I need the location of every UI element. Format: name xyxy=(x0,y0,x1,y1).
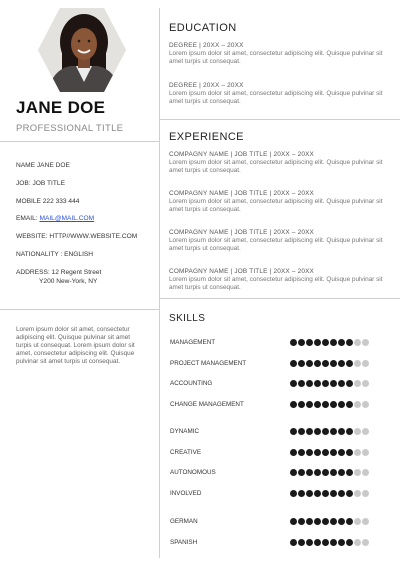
rating-dot-filled xyxy=(298,380,305,387)
rating-dot-filled xyxy=(314,490,321,497)
rating-dot-empty xyxy=(354,380,361,387)
rating-dot-filled xyxy=(338,449,345,456)
rating-dot-filled xyxy=(306,428,313,435)
rating-dot-filled xyxy=(346,401,353,408)
rating-dot-filled xyxy=(322,380,329,387)
rating-dot-filled xyxy=(306,490,313,497)
rating-dot-filled xyxy=(290,490,297,497)
rating-dot-empty xyxy=(362,449,369,456)
rating-dot-empty xyxy=(362,469,369,476)
rating-dot-filled xyxy=(322,469,329,476)
rating-dot-filled xyxy=(330,469,337,476)
rating-dot-filled xyxy=(314,401,321,408)
skill-label: INVOLVED xyxy=(170,490,202,497)
rating-dot-filled xyxy=(346,449,353,456)
rating-dot-filled xyxy=(298,490,305,497)
rating-dot-filled xyxy=(330,449,337,456)
rating-dot-filled xyxy=(330,339,337,346)
rating-dot-filled xyxy=(298,339,305,346)
rating-dot-filled xyxy=(314,360,321,367)
rating-dot-filled xyxy=(298,428,305,435)
left-divider-bottom xyxy=(0,309,159,310)
rating-dot-filled xyxy=(330,518,337,525)
skill-rating xyxy=(290,518,369,526)
right-divider-2 xyxy=(160,298,400,299)
rating-dot-filled xyxy=(306,360,313,367)
skill-label: CREATIVE xyxy=(170,449,202,456)
rating-dot-filled xyxy=(306,539,313,546)
rating-dot-filled xyxy=(346,518,353,525)
rating-dot-filled xyxy=(290,339,297,346)
profile-photo-image xyxy=(38,8,126,92)
skill-rating xyxy=(290,539,369,547)
contact-mobile: MOBILE 222 333 444 xyxy=(16,198,80,205)
email-label: EMAIL: xyxy=(16,215,40,222)
skill-rating xyxy=(290,360,369,368)
rating-dot-filled xyxy=(298,449,305,456)
rating-dot-filled xyxy=(306,518,313,525)
skill-label: ACCOUNTING xyxy=(170,380,213,387)
rating-dot-filled xyxy=(338,539,345,546)
rating-dot-filled xyxy=(346,339,353,346)
rating-dot-empty xyxy=(354,469,361,476)
rating-dot-empty xyxy=(354,490,361,497)
rating-dot-filled xyxy=(330,539,337,546)
rating-dot-filled xyxy=(322,360,329,367)
education-entry-text: Lorem ipsum dolor sit amet, consectetur adipiscing elit. Quisque pulvinar sit amet turpis ut consequat. xyxy=(169,90,383,105)
rating-dot-filled xyxy=(346,539,353,546)
contact-website: WEBSITE: HTTP//WWW.WEBSITE.COM xyxy=(16,233,138,240)
rating-dot-empty xyxy=(354,360,361,367)
contact-job: JOB: JOB TITLE xyxy=(16,180,65,187)
rating-dot-empty xyxy=(362,490,369,497)
rating-dot-filled xyxy=(330,401,337,408)
rating-dot-filled xyxy=(322,428,329,435)
rating-dot-empty xyxy=(362,401,369,408)
rating-dot-filled xyxy=(322,539,329,546)
rating-dot-filled xyxy=(306,380,313,387)
skill-rating xyxy=(290,401,369,409)
rating-dot-filled xyxy=(330,490,337,497)
rating-dot-filled xyxy=(314,469,321,476)
contact-name: NAME JANE DOE xyxy=(16,162,70,169)
rating-dot-empty xyxy=(362,339,369,346)
rating-dot-empty xyxy=(362,380,369,387)
skill-label: MANAGEMENT xyxy=(170,339,216,346)
rating-dot-filled xyxy=(290,401,297,408)
rating-dot-filled xyxy=(338,401,345,408)
skill-label: AUTONOMOUS xyxy=(170,469,216,476)
rating-dot-filled xyxy=(290,428,297,435)
experience-entry-title: COMPAGNY NAME | JOB TITLE | 20XX – 20XX xyxy=(169,190,315,197)
rating-dot-filled xyxy=(298,539,305,546)
column-divider xyxy=(159,8,160,558)
rating-dot-filled xyxy=(314,518,321,525)
rating-dot-filled xyxy=(298,518,305,525)
rating-dot-filled xyxy=(290,380,297,387)
rating-dot-filled xyxy=(314,428,321,435)
rating-dot-filled xyxy=(298,360,305,367)
skill-rating xyxy=(290,449,369,457)
rating-dot-filled xyxy=(322,339,329,346)
rating-dot-filled xyxy=(346,469,353,476)
rating-dot-empty xyxy=(362,428,369,435)
rating-dot-filled xyxy=(346,490,353,497)
contact-address-line2: Y200 New-York, NY xyxy=(39,278,98,285)
rating-dot-filled xyxy=(298,401,305,408)
rating-dot-filled xyxy=(314,339,321,346)
rating-dot-filled xyxy=(346,428,353,435)
rating-dot-empty xyxy=(362,360,369,367)
rating-dot-filled xyxy=(330,428,337,435)
email-link[interactable]: MAIL@MAIL.COM xyxy=(39,215,95,222)
rating-dot-filled xyxy=(314,380,321,387)
experience-entry-text: Lorem ipsum dolor sit amet, consectetur adipiscing elit. Quisque pulvinar sit amet turpis ut consequat. xyxy=(169,159,383,174)
experience-entry-text: Lorem ipsum dolor sit amet, consectetur adipiscing elit. Quisque pulvinar sit amet turpis ut consequat. xyxy=(169,237,383,252)
rating-dot-filled xyxy=(338,360,345,367)
rating-dot-filled xyxy=(290,518,297,525)
education-entry-title: DEGREE | 20XX – 20XX xyxy=(169,42,244,49)
skills-heading: SKILLS xyxy=(169,313,206,324)
rating-dot-filled xyxy=(346,360,353,367)
rating-dot-filled xyxy=(290,539,297,546)
rating-dot-filled xyxy=(290,360,297,367)
rating-dot-filled xyxy=(322,401,329,408)
professional-title: PROFESSIONAL TITLE xyxy=(16,123,124,134)
rating-dot-empty xyxy=(354,339,361,346)
contact-email xyxy=(16,214,94,223)
education-heading: EDUCATION xyxy=(169,22,237,34)
contact-nationality: NATIONALITY : ENGLISH xyxy=(16,251,94,258)
right-divider-1 xyxy=(160,119,400,120)
education-entry-text: Lorem ipsum dolor sit amet, consectetur adipiscing elit. Quisque pulvinar sit amet turpis ut consequat. xyxy=(169,50,383,65)
skill-rating xyxy=(290,339,369,347)
skill-label: GERMAN xyxy=(170,518,198,525)
profile-summary: Lorem ipsum dolor sit amet, consectetur adipiscing elit. Quisque pulvinar sit amet turpis ut consequat. Lorem ipsum dolor sit amet, consectetur adipiscing elit. Quisque pulvinar sit amet turpis ut consequat. xyxy=(16,326,135,365)
contact-address-line1: ADDRESS: 12 Regent Street xyxy=(16,269,102,276)
skill-label: SPANISH xyxy=(170,539,198,546)
experience-entry-text: Lorem ipsum dolor sit amet, consectetur adipiscing elit. Quisque pulvinar sit amet turpis ut consequat. xyxy=(169,276,383,291)
rating-dot-filled xyxy=(306,449,313,456)
skill-label: PROJECT MANAGEMENT xyxy=(170,360,247,367)
rating-dot-filled xyxy=(338,490,345,497)
skill-label: DYNAMIC xyxy=(170,428,200,435)
skill-rating xyxy=(290,490,369,498)
candidate-name: JANE DOE xyxy=(16,98,106,117)
skill-rating xyxy=(290,469,369,477)
rating-dot-filled xyxy=(322,490,329,497)
left-divider-top xyxy=(0,141,159,142)
rating-dot-filled xyxy=(314,449,321,456)
education-entry-title: DEGREE | 20XX – 20XX xyxy=(169,82,244,89)
rating-dot-filled xyxy=(338,380,345,387)
experience-entry-title: COMPAGNY NAME | JOB TITLE | 20XX – 20XX xyxy=(169,268,315,275)
rating-dot-filled xyxy=(306,469,313,476)
experience-heading: EXPERIENCE xyxy=(169,131,244,143)
rating-dot-filled xyxy=(346,380,353,387)
rating-dot-filled xyxy=(290,449,297,456)
rating-dot-empty xyxy=(354,449,361,456)
skill-label: CHANGE MANAGEMENT xyxy=(170,401,244,408)
skill-rating xyxy=(290,380,369,388)
rating-dot-filled xyxy=(330,360,337,367)
rating-dot-empty xyxy=(354,518,361,525)
rating-dot-filled xyxy=(306,401,313,408)
rating-dot-empty xyxy=(354,428,361,435)
skill-rating xyxy=(290,428,369,436)
rating-dot-empty xyxy=(354,539,361,546)
experience-entry-title: COMPAGNY NAME | JOB TITLE | 20XX – 20XX xyxy=(169,151,315,158)
rating-dot-filled xyxy=(290,469,297,476)
rating-dot-filled xyxy=(314,539,321,546)
rating-dot-empty xyxy=(362,518,369,525)
profile-photo xyxy=(38,8,126,92)
rating-dot-filled xyxy=(322,518,329,525)
rating-dot-filled xyxy=(322,449,329,456)
rating-dot-filled xyxy=(338,339,345,346)
rating-dot-filled xyxy=(338,428,345,435)
experience-entry-title: COMPAGNY NAME | JOB TITLE | 20XX – 20XX xyxy=(169,229,315,236)
rating-dot-filled xyxy=(330,380,337,387)
rating-dot-empty xyxy=(362,539,369,546)
experience-entry-text: Lorem ipsum dolor sit amet, consectetur adipiscing elit. Quisque pulvinar sit amet turpis ut consequat. xyxy=(169,198,383,213)
rating-dot-filled xyxy=(306,339,313,346)
rating-dot-filled xyxy=(338,518,345,525)
rating-dot-filled xyxy=(338,469,345,476)
rating-dot-filled xyxy=(298,469,305,476)
rating-dot-empty xyxy=(354,401,361,408)
